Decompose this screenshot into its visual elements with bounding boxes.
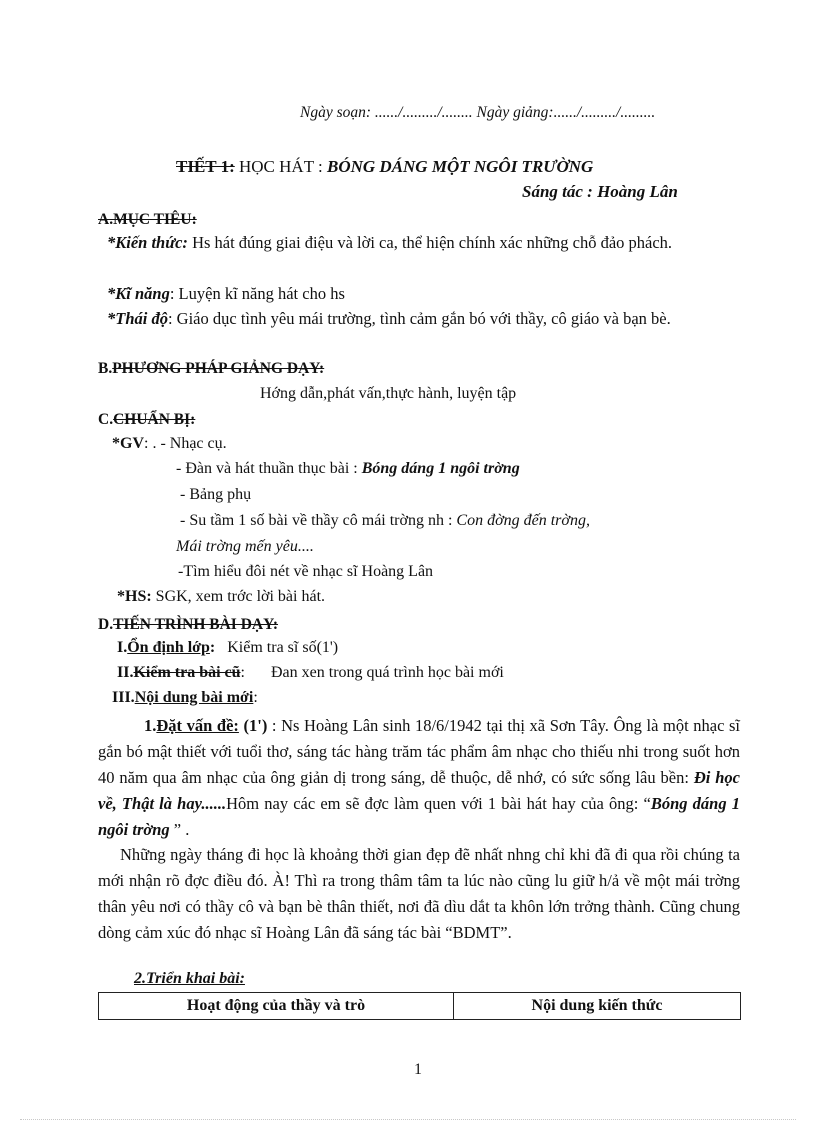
lesson-title [176,157,593,177]
section-c-title: CHUẨN BỊ: [113,411,196,428]
step-ii: II.Kiểm tra bài cũ: Đan xen trong quá trình học bài mới [117,664,504,681]
lesson-type: HỌC HÁT : [239,157,323,176]
problem-label: Đặt vấn đề: [156,716,239,735]
lesson-development-heading: 2.Triển khai bài: [134,970,245,987]
step-iii-prefix: III. [112,689,135,706]
teacher-item-4-cont: Mái trờng mến yêu.... [176,538,314,555]
step-i-prefix: I. [117,639,128,656]
composer: Sáng tác : Hoàng Lân [522,182,678,201]
skill-label: *Kĩ năng [107,284,170,303]
page-bottom-border [20,1119,796,1120]
lesson-number: TIẾT 1: [176,157,235,176]
problem-text-1: : Ns Hoàng Lân sinh 18/6/1942 tại thị xã Sơn Tây. Ông là một nhạc sĩ gắn bó mật thiết với tuổi thơ, sáng tác hàng trăm tác phẩm âm nhạc cho thiếu nhi trong suốt hơn 40 năm qua âm nhạc của ông giản dị trong sáng, dễ thuộc, dễ nhớ, có sức sống lâu bền: [98,716,740,787]
teacher-item-4-text: - Su tầm 1 số bài về thầy cô mái trờng nh : [180,512,453,529]
objective-skill [107,281,740,307]
song-title: BÓNG DÁNG MỘT NGÔI TRƯỜNG [327,157,594,176]
problem-statement [98,713,740,843]
table-header-activities: Hoạt động của thầy và trò [99,993,454,1020]
attitude-label: *Thái độ [107,309,168,328]
teacher-item-5: -Tìm hiểu đôi nét về nhạc sĩ Hoàng Lân [178,563,434,580]
skill-text: : Luyện kĩ năng hát cho hs [169,284,345,303]
teacher-item-1: : . - Nhạc cụ. [144,435,227,452]
section-b-heading [98,360,324,378]
section-d-prefix: D. [98,616,114,633]
step-ii-prefix: II. [117,664,134,681]
problem-num: 1. [144,716,157,735]
step-ii-text: Đan xen trong quá trình học bài mới [271,664,504,681]
problem-text-2: Hôm nay các em sẽ đợc làm quen với 1 bài hát hay của ông: “ [226,794,651,813]
step-i: I.Ổn định lớp: Kiểm tra sĩ số(1') [117,639,339,656]
table-header-content: Nội dung kiến thức [454,993,741,1020]
section-d-title: TIẾN TRÌNH BÀI DẠY: [113,616,279,633]
objective-knowledge [107,230,740,256]
section-b-prefix: B. [98,360,113,377]
page-number: 1 [414,1061,422,1078]
teacher-label: *GV [112,435,144,452]
teacher-item-2-song: Bóng dáng 1 ngôi trờng [361,460,520,477]
teacher-item-3: - Bảng phụ [180,486,252,503]
student-prep [117,588,325,606]
step-iii: III.Nội dung bài mới: [112,689,258,706]
step-i-text: Kiểm tra sĩ số(1') [227,639,339,656]
activity-table [98,992,741,1020]
date-line: Ngày soạn: ....../........./........ Ngày giảng:....../........./......... [300,104,656,121]
knowledge-label: *Kiến thức: [107,233,188,252]
section-b-title: PHƯƠNG PHÁP GIẢNG DẠY: [112,360,325,377]
teacher-item-4-songs: Con đờng đến trờng, [456,512,590,529]
problem-time: (1') [243,716,268,735]
teacher-item-2-text: - Đàn và hát thuần thục bài : [176,460,358,477]
section-a-heading: A.MỤC TIÊU: [98,211,197,228]
section-c-heading [98,411,195,429]
problem-text-3: ” . [169,820,190,839]
student-label: *HS: [117,588,152,605]
teaching-methods: Hớng dẫn,phát vấn,thực hành, luyện tập [260,385,517,402]
objective-attitude [107,306,740,332]
problem-song-name: Bóng dáng 1 ngôi trờng [98,794,740,839]
section-c-prefix: C. [98,411,114,428]
step-iii-label: Nội dung bài mới [134,689,254,706]
table-header-row [99,993,741,1020]
step-i-label: Ổn định lớp [127,639,210,656]
student-text: SGK, xem trớc lời bài hát. [155,588,326,605]
knowledge-text: Hs hát đúng giai điệu và lời ca, thể hiện chính xác những chỗ đảo phách. [187,233,673,252]
intro-paragraph: Những ngày tháng đi học là khoảng thời gian đẹp đẽ nhất nhng chỉ khi đã đi qua rồi chúng ta mới nhận rõ đợc điều đó. À! Thì ra trong thâm tâm ta lúc nào cũng lu giữ h/ả về một mái trờng thân yêu nơi có thầy cô và bạn bè thân thiết, nơi đã dìu dắt ta khôn lớn trởng thành. Cũng chung dòng cảm xúc đó nhạc sĩ Hoàng Lân đã sáng tác bài “BDMT”. [98,845,740,942]
problem-songs: Đi học về, Thật là hay...... [98,768,740,813]
teacher-item-2 [176,460,520,478]
section-d-heading [98,616,278,634]
attitude-text: : Giáo dục tình yêu mái trường, tình cảm gắn bó với thầy, cô giáo và bạn bè. [167,309,671,328]
teacher-prep [112,435,227,453]
step-ii-label: Kiểm tra bài cũ [133,664,241,681]
teacher-item-4 [180,512,590,530]
